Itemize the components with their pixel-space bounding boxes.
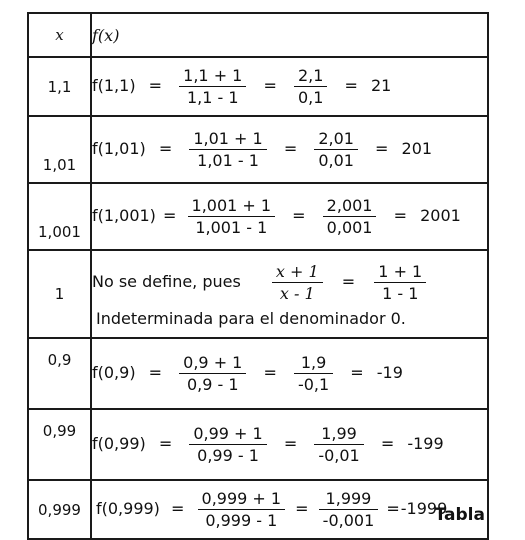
x-value: 1,01	[28, 116, 91, 183]
fraction	[179, 66, 246, 107]
numerator: 1,999	[319, 489, 379, 510]
undefined-prefix: No se define, pues	[92, 272, 241, 291]
values-table	[27, 12, 489, 540]
denominator: 0,1	[297, 88, 324, 107]
fraction	[179, 353, 246, 394]
fraction	[189, 424, 266, 465]
fraction	[294, 66, 327, 107]
table-row-undefined	[28, 250, 488, 338]
header-fx-label: f(x)	[92, 25, 120, 45]
fraction	[189, 129, 266, 170]
numerator: 2,001	[323, 196, 377, 217]
denominator: 1,01 - 1	[197, 151, 259, 170]
table-row	[28, 57, 488, 116]
equals-sign: =	[295, 499, 309, 518]
fraction	[294, 353, 333, 394]
x-value: 0,999	[28, 480, 91, 539]
result-value: 2001	[420, 206, 461, 225]
fraction	[314, 424, 363, 465]
equals-sign: =	[283, 139, 298, 158]
denominator: 0,001	[326, 218, 373, 237]
fraction	[314, 129, 358, 170]
equals-sign: =	[292, 206, 306, 225]
undefined-note: Indeterminada para el denominador 0.	[96, 309, 406, 328]
denominator: 1,001 - 1	[195, 218, 268, 237]
numerator: 2,01	[314, 129, 358, 150]
numerator: 0,9 + 1	[179, 353, 246, 374]
denominator: -0,01	[318, 446, 360, 465]
fraction	[198, 489, 286, 530]
header-x	[28, 13, 91, 57]
fraction	[319, 489, 379, 530]
fx-expression	[91, 480, 488, 539]
fx-expression	[91, 409, 488, 480]
function-call: f(0,999)	[96, 499, 160, 518]
x-value: 0,99	[28, 409, 91, 480]
numerator: 0,999 + 1	[198, 489, 286, 510]
x-value: 1	[28, 250, 91, 338]
equals-sign: =	[148, 76, 163, 95]
equals-sign: =	[171, 499, 185, 518]
equals-sign: =	[263, 76, 277, 95]
result-value: -1999	[400, 499, 448, 518]
denominator: 0,9 - 1	[186, 375, 239, 394]
equals-sign: =	[375, 139, 389, 158]
equals-sign: =	[158, 434, 173, 453]
equals-sign: =	[341, 272, 356, 291]
fraction	[272, 262, 323, 303]
numerator: 1,01 + 1	[189, 129, 266, 150]
x-value: 0,9	[28, 338, 91, 409]
function-call: f(1,01)	[92, 139, 146, 158]
numerator: 1,99	[314, 424, 363, 445]
function-call: f(0,9)	[92, 363, 136, 382]
numerator: 1 + 1	[374, 262, 426, 283]
numerator: x + 1	[272, 262, 323, 283]
table-row	[28, 480, 488, 539]
denominator: -0,001	[322, 511, 375, 530]
numerator: 0,99 + 1	[189, 424, 266, 445]
table-header-row	[28, 13, 488, 57]
table-caption: Tabla	[434, 505, 485, 525]
equals-sign: =	[350, 363, 364, 382]
function-call: f(1,1)	[92, 76, 136, 95]
denominator: x - 1	[279, 284, 315, 303]
header-x-label: x	[55, 26, 64, 44]
equals-sign: =	[163, 206, 177, 225]
numerator: 1,001 + 1	[188, 196, 276, 217]
denominator: 0,01	[318, 151, 354, 170]
result-value: -19	[376, 363, 403, 382]
denominator: 0,999 - 1	[205, 511, 278, 530]
x-value: 1,001	[28, 183, 91, 250]
table-row	[28, 183, 488, 250]
fx-expression	[91, 183, 488, 250]
equals-sign: =	[158, 139, 173, 158]
table-row	[28, 409, 488, 480]
numerator: 2,1	[294, 66, 327, 87]
fraction	[323, 196, 377, 237]
result-value: -199	[407, 434, 444, 453]
equals-sign: =	[380, 434, 395, 453]
result-value: 21	[371, 76, 392, 95]
equals-sign: =	[148, 363, 163, 382]
equals-sign: =	[283, 434, 298, 453]
undefined-statement	[92, 262, 487, 303]
equals-sign: =	[263, 363, 277, 382]
denominator: 1,1 - 1	[186, 88, 239, 107]
fx-expression	[91, 57, 488, 116]
denominator: 0,99 - 1	[197, 446, 259, 465]
numerator: 1,1 + 1	[179, 66, 246, 87]
x-value: 1,1	[28, 57, 91, 116]
denominator: 1 - 1	[382, 284, 419, 303]
fraction	[188, 196, 276, 237]
denominator: -0,1	[297, 375, 330, 394]
function-call: f(1,001)	[92, 206, 156, 225]
function-call: f(0,99)	[92, 434, 146, 453]
fx-expression	[91, 338, 488, 409]
result-value: 201	[401, 139, 433, 158]
fx-expression	[91, 116, 488, 183]
numerator: 1,9	[294, 353, 333, 374]
equals-sign: =	[344, 76, 358, 95]
fx-undefined-explanation	[91, 250, 488, 338]
equals-sign: =	[386, 499, 400, 518]
header-fx	[91, 13, 488, 57]
table-row	[28, 116, 488, 183]
equals-sign: =	[393, 206, 407, 225]
fraction	[374, 262, 426, 303]
table-row	[28, 338, 488, 409]
